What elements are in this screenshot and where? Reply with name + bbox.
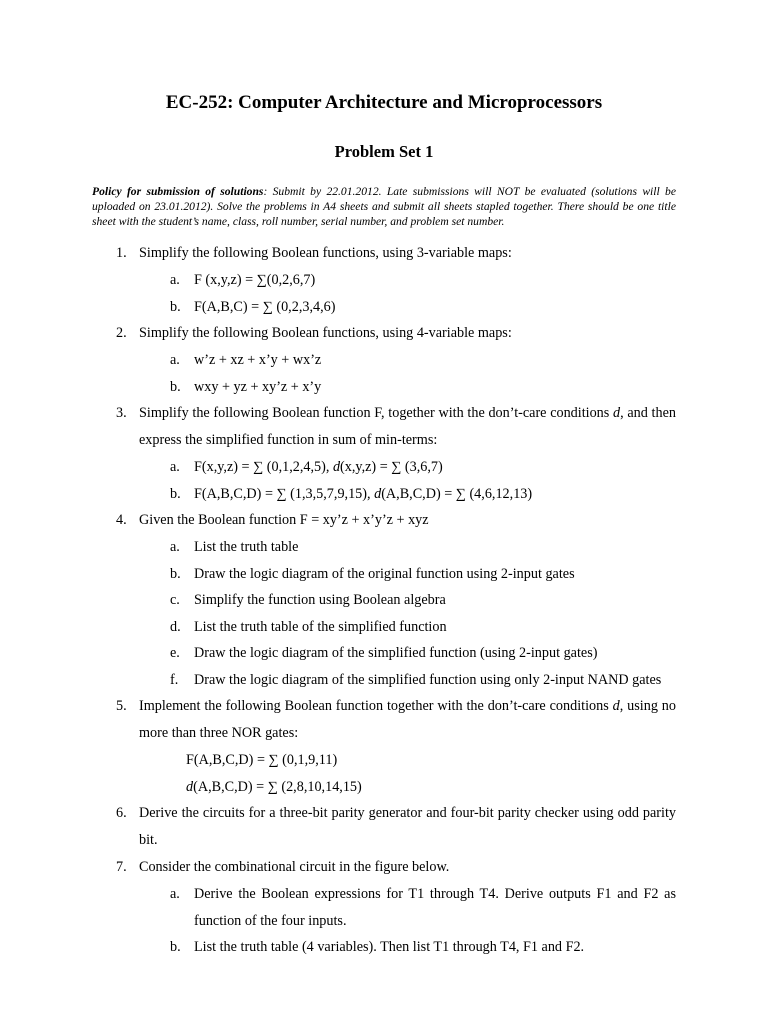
dont-care-symbol: d	[612, 698, 620, 714]
dont-care-symbol: d	[374, 485, 382, 502]
problem-4-item-e	[0, 640, 768, 667]
problem-1-item-a	[0, 267, 768, 294]
problem-2-item-a	[0, 347, 768, 374]
item-letter: a.	[170, 459, 180, 475]
item-text: w’z + xz + x’y + wx’z	[194, 352, 322, 368]
item-text: Simplify the function using Boolean algebra	[194, 592, 446, 608]
problem-1	[0, 240, 768, 267]
item-letter: e.	[170, 645, 180, 661]
item-text: Draw the logic diagram of the simplified function (using 2-input gates)	[194, 645, 598, 661]
item-text: F(A,B,C) = ∑ (0,2,3,4,6)	[194, 298, 336, 315]
problem-5-function: F(A,B,C,D) = ∑ (0,1,9,11)	[186, 752, 338, 768]
problem-number: 7.	[116, 859, 127, 875]
problem-7-item-a	[0, 881, 768, 934]
problem-4-item-a	[0, 534, 768, 561]
item-text: F (x,y,z) = ∑(0,2,6,7)	[194, 272, 316, 288]
document-title: EC-252: Computer Architecture and Microprocessors	[165, 92, 603, 113]
problem-text: Simplify the following Boolean functions, using 3-variable maps:	[139, 245, 512, 261]
problem-4-item-f	[0, 667, 768, 694]
problem-4	[0, 507, 768, 534]
problem-text-after: , using no more than three NOR gates:	[139, 698, 676, 741]
problem-number: 2.	[116, 325, 127, 341]
item-letter: d.	[170, 618, 181, 635]
problem-text-after: , and then express the simplified function in sum of min-terms:	[139, 405, 676, 448]
problem-text-before: Simplify the following Boolean function F, together with the don’t-care conditions	[139, 405, 614, 421]
item-text: List the truth table (4 variables). Then list T1 through T4, F1 and F2.	[194, 939, 585, 955]
dont-care-symbol: d	[613, 405, 621, 421]
problem-text: Simplify the following Boolean functions, using 4-variable maps:	[139, 325, 512, 341]
item-text: Draw the logic diagram of the original function using 2-input gates	[194, 565, 575, 582]
problem-4-item-d	[0, 614, 768, 641]
dont-care-symbol: d	[186, 778, 194, 795]
policy-body: : Submit by 22.01.2012. Late submissions will NOT be evaluated (solutions will be uploaded on 23.01.2012). Solve the problems in A4 sheets and submit all sheets stapled together. There should be one title sheet with the student’s name, class, roll number, serial number, and problem set number.	[92, 185, 676, 228]
item-letter: a.	[170, 886, 180, 902]
problem-text: Derive the circuits for a three-bit parity generator and four-bit parity checker using odd parity bit.	[139, 805, 676, 848]
submission-policy	[92, 184, 676, 229]
problem-7	[0, 854, 768, 881]
item-function: F(A,B,C,D) = ∑ (1,3,5,7,9,15),	[194, 485, 375, 502]
item-letter: b.	[170, 939, 181, 955]
problem-5	[0, 693, 768, 747]
problem-list	[0, 240, 768, 961]
item-letter: a.	[170, 352, 180, 368]
problem-5-dont-care	[0, 774, 768, 801]
item-text: Draw the logic diagram of the simplified function using only 2-input NAND gates	[194, 671, 662, 688]
problem-3	[0, 400, 768, 454]
item-letter: b.	[170, 565, 181, 582]
problem-3-item-a	[0, 454, 768, 481]
problem-text: Consider the combinational circuit in the figure below.	[139, 859, 450, 875]
item-dont-care: (A,B,C,D) = ∑ (4,6,12,13)	[381, 485, 533, 502]
item-text: wxy + yz + xy’z + x’y	[194, 378, 322, 395]
problem-3-item-b	[0, 481, 768, 508]
item-text: List the truth table	[194, 539, 299, 555]
item-function: F(x,y,z) = ∑ (0,1,2,4,5),	[194, 459, 333, 475]
item-letter: f.	[170, 671, 179, 688]
policy-lead: Policy for submission of solutions	[92, 185, 264, 198]
item-letter: a.	[170, 272, 180, 288]
item-letter: c.	[170, 592, 180, 608]
item-dont-care: (x,y,z) = ∑ (3,6,7)	[340, 459, 443, 475]
item-text: List the truth table of the simplified function	[194, 618, 447, 635]
item-letter: b.	[170, 485, 181, 502]
problem-number: 1.	[116, 245, 127, 261]
item-text: Derive the Boolean expressions for T1 through T4. Derive outputs F1 and F2 as function of the four inputs.	[194, 886, 676, 929]
problem-4-item-c	[0, 587, 768, 614]
problem-number: 6.	[116, 805, 127, 821]
dont-care-terms: (A,B,C,D) = ∑ (2,8,10,14,15)	[193, 778, 362, 795]
problem-number: 4.	[116, 512, 127, 528]
problem-6	[0, 800, 768, 854]
dont-care-symbol: d	[332, 459, 341, 475]
item-letter: b.	[170, 378, 181, 395]
problem-text-before: Implement the following Boolean function together with the don’t-care conditions	[139, 698, 613, 714]
problem-number: 3.	[116, 405, 127, 421]
problem-text: Given the Boolean function F = xy’z + x’y’z + xyz	[139, 512, 429, 528]
problem-2-item-b	[0, 374, 768, 401]
item-letter: a.	[170, 539, 180, 555]
item-letter: b.	[170, 298, 181, 315]
problem-4-item-b	[0, 561, 768, 588]
problem-2	[0, 320, 768, 347]
problem-7-item-b	[0, 934, 768, 961]
problem-number: 5.	[116, 698, 127, 714]
problem-1-item-b	[0, 294, 768, 321]
problem-set-heading: Problem Set 1	[334, 142, 434, 161]
